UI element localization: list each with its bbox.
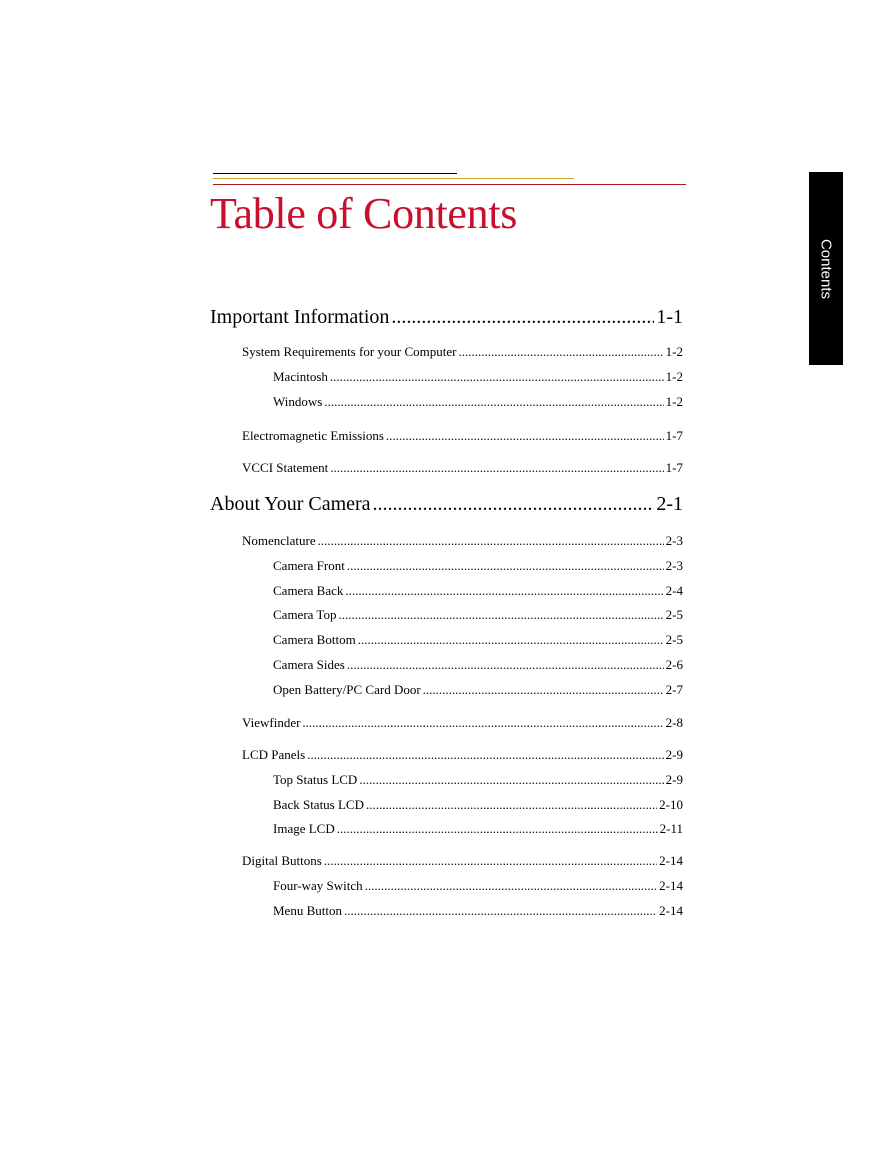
entry-label: Back Status LCD (273, 797, 364, 812)
page-number: 2-4 (665, 583, 683, 598)
entry-label: Digital Buttons (242, 853, 322, 868)
toc-subentry[interactable] (273, 394, 683, 410)
toc-subentry[interactable] (273, 583, 683, 599)
page-number: 1-7 (665, 460, 683, 475)
dot-leader (344, 903, 657, 919)
toc-subentry[interactable] (273, 657, 683, 673)
page-number: 2-8 (665, 715, 683, 730)
entry-label: Top Status LCD (273, 772, 358, 787)
dot-leader (330, 369, 664, 385)
dot-leader (347, 558, 664, 574)
page-number: 2-9 (665, 772, 683, 787)
entry-label: Camera Front (273, 558, 345, 573)
dot-leader (302, 715, 663, 731)
dot-leader (324, 394, 663, 410)
entry-label: Menu Button (273, 903, 342, 918)
dot-leader (324, 853, 657, 869)
dot-leader (423, 682, 664, 698)
dot-leader (458, 344, 663, 360)
toc-entry[interactable] (242, 533, 683, 549)
page-number: 2-10 (659, 797, 683, 812)
toc-entry[interactable] (242, 460, 683, 476)
toc-subentry[interactable] (273, 607, 683, 623)
dot-leader (365, 878, 658, 894)
entry-label: Camera Back (273, 583, 344, 598)
page-number: 1-7 (665, 428, 683, 443)
dot-leader (338, 607, 663, 623)
entry-label: Image LCD (273, 821, 335, 836)
dot-leader (318, 533, 664, 549)
page-number: 1-2 (665, 344, 683, 359)
page-number: 2-3 (665, 558, 683, 573)
entry-label: Four-way Switch (273, 878, 363, 893)
page-number: 1-2 (665, 394, 683, 409)
entry-label: Macintosh (273, 369, 328, 384)
toc-subentry[interactable] (273, 878, 683, 894)
entry-label: Important Information (210, 306, 390, 328)
page-number: 1-1 (656, 306, 683, 328)
toc-subentry[interactable] (273, 821, 683, 837)
entry-label: VCCI Statement (242, 460, 329, 475)
entry-label: Camera Bottom (273, 632, 356, 647)
page-number: 2-7 (665, 682, 683, 697)
entry-label: Electromagnetic Emissions (242, 428, 384, 443)
entry-label: About Your Camera (210, 493, 371, 515)
dot-leader (307, 747, 663, 763)
entry-label: Windows (273, 394, 323, 409)
toc-subentry[interactable] (273, 632, 683, 648)
toc-section[interactable] (210, 493, 683, 516)
toc-subentry[interactable] (273, 558, 683, 574)
page-title: Table of Contents (210, 189, 518, 238)
dot-leader (347, 657, 664, 673)
entry-label: Viewfinder (242, 715, 301, 730)
dot-leader (330, 460, 663, 476)
entry-label: System Requirements for your Computer (242, 344, 457, 359)
page-number: 2-11 (659, 821, 683, 836)
page-number: 2-14 (659, 878, 683, 893)
toc-entry[interactable] (242, 428, 683, 444)
toc-section[interactable] (210, 306, 683, 329)
toc-subentry[interactable] (273, 772, 683, 788)
dot-leader (358, 632, 664, 648)
toc-entry[interactable] (242, 344, 683, 360)
toc-subentry[interactable] (273, 797, 683, 813)
entry-label: Camera Top (273, 607, 337, 622)
dot-leader (366, 797, 657, 813)
toc-entry[interactable] (242, 715, 683, 731)
page-number: 2-14 (659, 903, 683, 918)
dot-leader (386, 428, 664, 444)
page-number: 2-3 (665, 533, 683, 548)
dot-leader (337, 821, 658, 837)
dot-leader (359, 772, 663, 788)
toc-subentry[interactable] (273, 682, 683, 698)
entry-label: Open Battery/PC Card Door (273, 682, 421, 697)
page-number: 1-2 (665, 369, 683, 384)
toc-subentry[interactable] (273, 369, 683, 385)
page-number: 2-5 (665, 607, 683, 622)
entry-label: Nomenclature (242, 533, 316, 548)
entry-label: LCD Panels (242, 747, 306, 762)
toc-subentry[interactable] (273, 903, 683, 919)
page-number: 2-1 (656, 493, 683, 515)
side-tab-label: Contents (817, 238, 835, 299)
page-number: 2-14 (659, 853, 683, 868)
page-number: 2-6 (665, 657, 683, 672)
page-number: 2-5 (665, 632, 683, 647)
dot-leader (345, 583, 663, 599)
toc-entry[interactable] (242, 747, 683, 763)
dot-leader (373, 493, 655, 516)
entry-label: Camera Sides (273, 657, 345, 672)
toc-entry[interactable] (242, 853, 683, 869)
dot-leader (391, 306, 654, 329)
page-number: 2-9 (665, 747, 683, 762)
